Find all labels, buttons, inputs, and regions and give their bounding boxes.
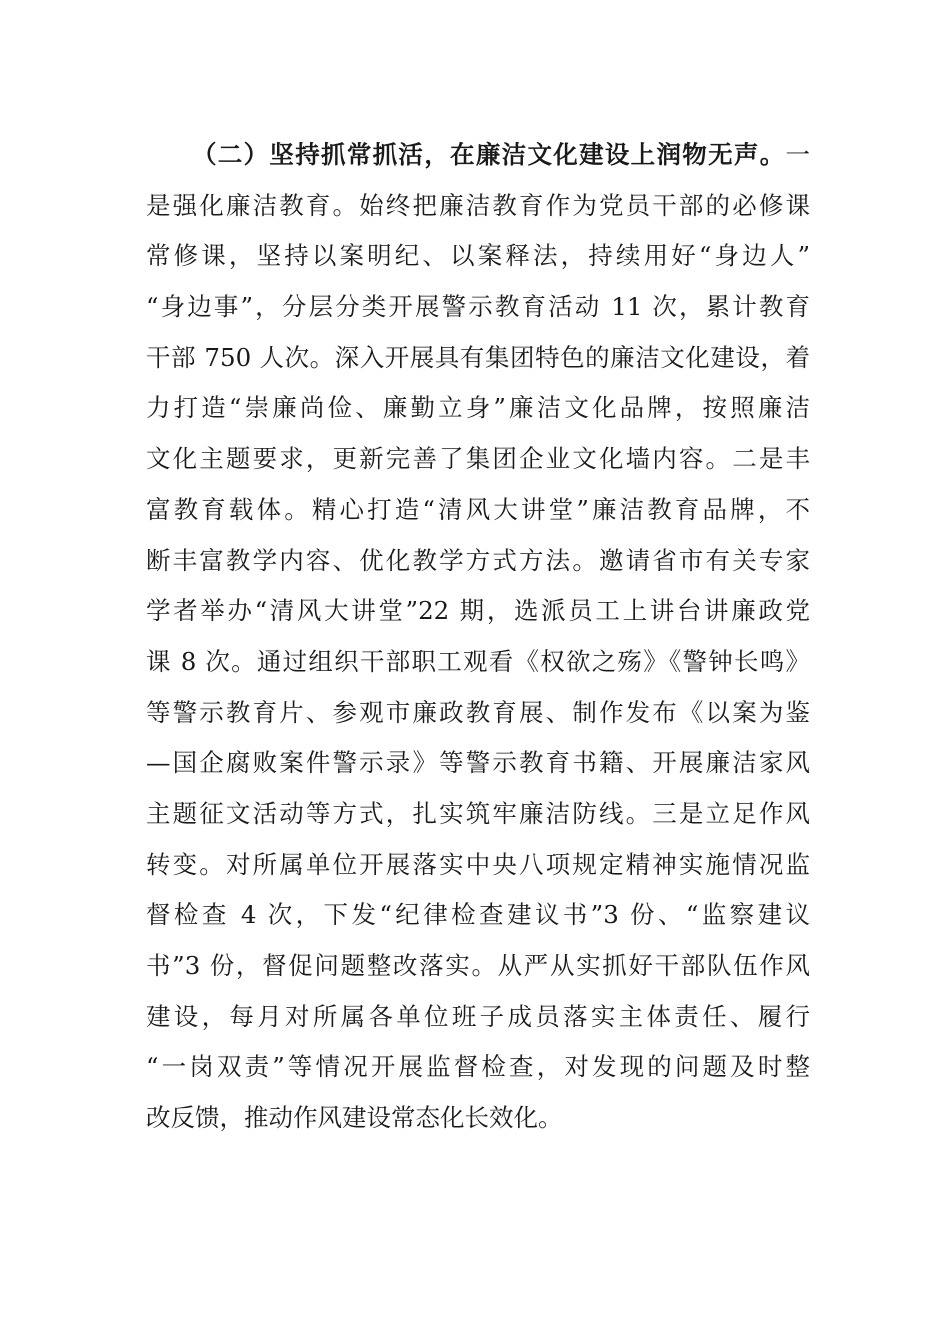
paragraph-line: 断丰富教学内容、优化教学方式方法。邀请省市有关专家 [146, 545, 810, 575]
paragraph-line: 督检查 4 次，下发“纪律检查建议书”3 份、“监察建议 [146, 900, 810, 930]
paragraph-line: 书”3 份，督促问题整改落实。从严从实抓好干部队伍作风 [146, 951, 810, 980]
section-heading: （二）坚持抓常抓活，在廉洁文化建设上润物无声。 [192, 140, 786, 169]
paragraph-line-text: 一 [785, 140, 810, 169]
paragraph-line: 文化主题要求，更新完善了集团企业文化墙内容。二是丰 [146, 444, 810, 474]
paragraph-line: 等警示教育片、参观市廉政教育展、制作发布《以案为鉴 [146, 697, 810, 727]
paragraph-line: 建设，每月对所属各单位班子成员落实主体责任、履行 [146, 1001, 810, 1031]
paragraph-line: 课 8 次。通过组织干部职工观看《权欲之殇》《警钟长鸣》 [146, 646, 810, 676]
paragraph-line: 学者举办“清风大讲堂”22 期，选派员工上讲台讲廉政党 [146, 596, 810, 626]
body-paragraph [146, 130, 810, 1144]
paragraph-line: 是强化廉洁教育。始终把廉洁教育作为党员干部的必修课 [146, 190, 810, 220]
paragraph-line-1 [146, 130, 810, 181]
paragraph-line: 改反馈，推动作风建设常态化长效化。 [146, 1103, 563, 1133]
paragraph-line: 常修课，坚持以案明纪、以案释法，持续用好“身边人” [146, 241, 810, 271]
paragraph-line: 力打造“崇廉尚俭、廉勤立身”廉洁文化品牌，按照廉洁 [146, 393, 810, 423]
paragraph-line: “身边事”，分层分类开展警示教育活动 11 次，累计教育 [146, 292, 810, 322]
paragraph-line: 干部 750 人次。深入开展具有集团特色的廉洁文化建设，着 [146, 342, 810, 372]
paragraph-line: 富教育载体。精心打造“清风大讲堂”廉洁教育品牌，不 [146, 494, 810, 524]
paragraph-line: “一岗双责”等情况开展监督检查，对发现的问题及时整 [146, 1052, 810, 1082]
paragraph-line: 转变。对所属单位开展落实中央八项规定精神实施情况监 [146, 849, 810, 879]
paragraph-line: —国企腐败案件警示录》等警示教育书籍、开展廉洁家风 [146, 748, 810, 778]
paragraph-line: 主题征文活动等方式，扎实筑牢廉洁防线。三是立足作风 [146, 798, 810, 828]
